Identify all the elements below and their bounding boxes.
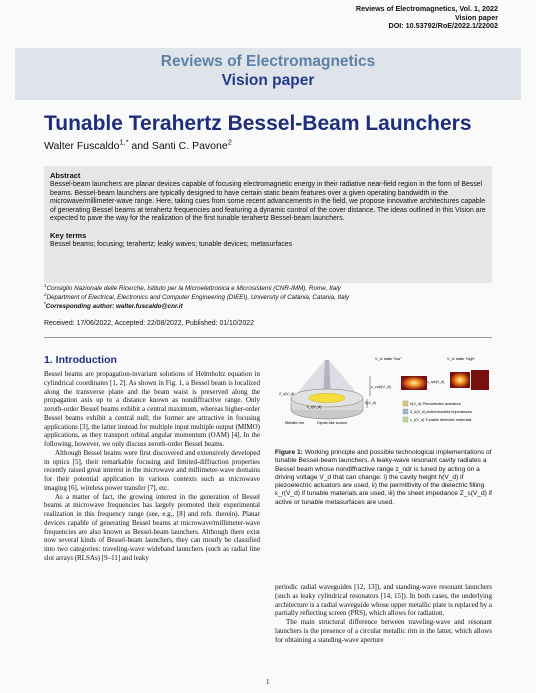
high-state-intensity	[471, 370, 489, 390]
figure-caption	[275, 449, 492, 507]
page-number: 1	[266, 678, 270, 686]
affiliation-text: Department of Electrical, Electronics and Computer Engineering (DIEEI), University of Catania, Catania, Italy	[46, 294, 350, 301]
high-state-beam-map	[450, 372, 470, 388]
legend-item: ε_r(V_d) Tunable dielectric materials	[410, 418, 472, 422]
caption-text: Working principle and possible technological implementations of tunable Bessel-beam launchers. A leaky-wave resonant cavity radiates a Bessel beam whose nondiffractive range z_ndr is tuned by acting on a driving voltage V_d that can change: i) the cavity height h(V_d) if piezoelectric actuators are used, ii) the permittivity of the dielectric filling ε_r(V_d) if tunable materials are used, iii) the sheet impedance Z_s(V_d) if active or tunable metasurfaces are used.	[275, 449, 492, 506]
zs-label: Z_s(V_d)	[279, 392, 294, 396]
affiliation-text: Consiglio Nazionale delle Ricerche, Istituto per la Microelettronica e Microsistemi (CNR-IMM), Rome, Italy	[46, 285, 341, 292]
body-paragraph: As a matter of fact, the growing interest in the generation of Bessel beams at microwave frequencies has largely promoted their experimental realization in this frequency range (see, e.g., [8] and refs. therein). Planar devices capable of generating Bessel beams at microwave/millimeter-wave frequencies are also known as Bessel-beam launchers. Although there exist now several kinds of Bessel-beam launchers, they can mostly be classified into two categories: traveling-wave wideband launchers (such as radial line slot arrays (RLSAs) [9–11] and leaky	[44, 492, 260, 562]
abstract-box	[44, 166, 492, 283]
body-paragraph: The main structural difference between traveling-wave and resonant launchers is the presence of a circular metallic rim in the latter, which allows for obtaining a standing-wave aperture	[275, 618, 492, 644]
left-column	[44, 370, 260, 563]
right-column	[275, 583, 492, 644]
legend-item: h(V_d) Piezoelectric actuators	[410, 402, 461, 406]
affiliation-text: Corresponding author: walter.fuscaldo@cnr.it	[45, 303, 183, 310]
affiliation-line	[44, 284, 349, 293]
keywords-heading: Key terms	[50, 230, 87, 240]
article-type: Vision paper	[454, 12, 498, 22]
journal-citation: Reviews of Electromagnetics, Vol. 1, 2022	[355, 4, 498, 13]
doi: DOI: 10.53792/RoE/2022.1/22002	[388, 21, 498, 31]
dipole-label: Dipole-like source	[317, 421, 348, 425]
author-name: Walter Fuscaldo	[44, 140, 120, 152]
banner-journal-name: Reviews of Electromagnetics	[160, 53, 376, 70]
state-low-label: V_d: state "low"	[375, 357, 402, 361]
author-conjunction: and	[128, 140, 152, 152]
affiliation-mark: 2	[44, 291, 47, 297]
affiliation-mark: 1	[44, 282, 47, 288]
rim-label: Metallic rim	[285, 421, 305, 425]
journal-header	[356, 5, 498, 31]
abstract-text: Bessel-beam launchers are planar devices capable of focusing electromagnetic energy in their radiative near-field region in the form of Bessel beams. Bessel-beam launchers are typically designed to have certain static beam features over a given operating bandwidth in the microwave/millimeter-wave range. Here, taking cues from some recent advancements in the field, we propose innovative architectures capable of generating Bessel beams at terahertz frequencies and featuring a dynamic control of the cover distance. The ideas outlined in this Vision are expected to pave the way for the realization of the first tunable terahertz Bessel-beam launchers.	[50, 181, 486, 223]
eps-label: ε_r(V_d)	[307, 405, 322, 409]
figure-1	[275, 350, 492, 445]
impedance-icon	[403, 409, 408, 414]
zndr-side-label: z_ndr(V_d)	[427, 380, 445, 384]
author-list	[44, 137, 232, 152]
keywords-text: Bessel beams; focusing; terahertz; leaky waves; tunable devices; metasurfaces	[50, 240, 293, 248]
piezo-icon	[403, 401, 408, 406]
journal-banner	[15, 48, 521, 100]
corresponding-author	[44, 302, 349, 311]
affiliation-line	[44, 293, 349, 302]
body-paragraph: Bessel beams are propagation-invariant solutions of Helmholtz equation in cylindrical coordinates [1, 2]. As shown in Fig. 1, a Bessel beam is localized along the transverse plane and the beam waist is preserved along the propagation axis up to a distance known as nondiffractive range. Only zeroth-order Bessel beams exhibit a central maximum, whereas higher-order Bessel beams exhibit a central null; the former are attractive in focusing applications [3], the latter instead for multiple input multiple output (MIMO) applications, as they transport orbital angular momentum (OAM) [4]. In the following, however, we only discuss zeroth-order Bessel beams.	[44, 370, 260, 448]
body-paragraph: periodic radial waveguides [12, 13]), and standing-wave resonant launchers (such as leaky cylindrical resonators [14, 15]). In both cases, the underlying architecture is a radial waveguide whose upper metallic plate is replaced by a partially reflecting screen (PRS), which allows for radiation.	[275, 583, 492, 618]
dipole-like-source	[309, 394, 345, 403]
body-paragraph: Although Bessel beams were first discovered and extensively developed in optics [5], their remarkable focusing and limited-diffraction properties recently raised great interest in the microwave and millimeter-wave domains for their potential application in various contexts such as microwave imaging [6], wireless power transfer [7], etc.	[44, 448, 260, 492]
author-mark: 1,*	[119, 137, 129, 147]
author-mark: 2	[227, 137, 232, 147]
caption-label: Figure 1:	[275, 449, 303, 456]
paper-title: Tunable Terahertz Bessel-Beam Launchers	[44, 112, 472, 135]
low-state-beam-map	[401, 376, 427, 390]
divider	[44, 337, 492, 338]
affiliation-mark: *	[44, 300, 46, 306]
author-name: Santi C. Pavone	[151, 140, 228, 152]
h-label: h(V_d)	[365, 401, 376, 405]
state-high-label: V_d: state "high"	[447, 357, 476, 361]
dielectric-icon	[403, 417, 408, 422]
section-heading: 1. Introduction	[44, 354, 117, 366]
affiliations	[44, 284, 349, 311]
zndr-label: z_ndr(V_d)	[371, 384, 391, 389]
publication-dates: Received: 17/06/2022, Accepted: 22/08/2022, Published: 01/10/2022	[44, 320, 254, 327]
abstract-heading: Abstract	[50, 171, 81, 180]
legend-item: Z_s(V_d) Active/tunable impedances	[410, 410, 472, 414]
banner-paper-type: Vision paper	[221, 72, 315, 89]
